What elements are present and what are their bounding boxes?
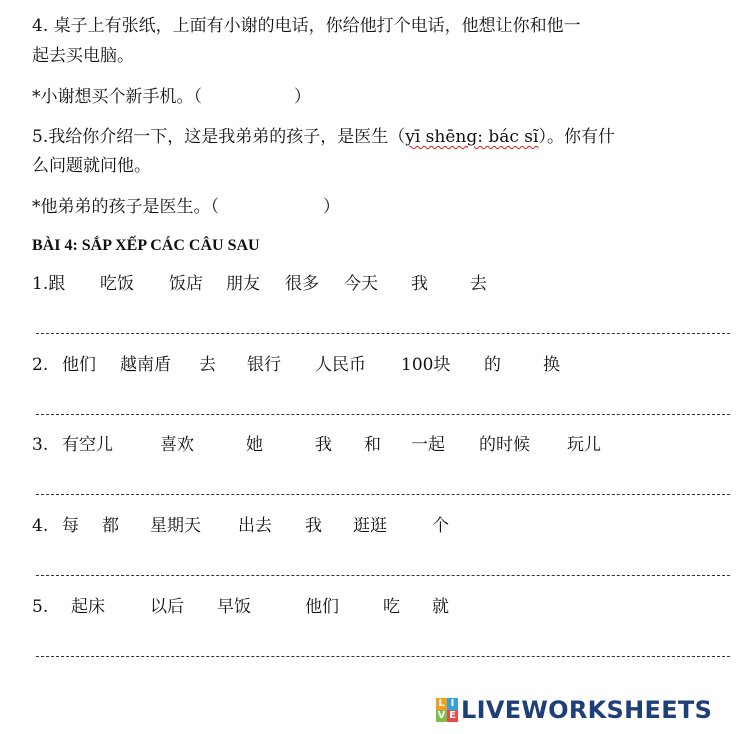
q5-line2: 么问题就问他。 (32, 156, 151, 176)
word-chip: 每 (62, 516, 79, 536)
q4-statement-text: *小谢想买个新手机。（ (32, 87, 202, 107)
q4-line2: 起去买电脑。 (32, 46, 134, 66)
logo-mark-icon (436, 698, 458, 722)
sentence-3-answer-input[interactable] (36, 474, 730, 495)
q5-statement (32, 197, 340, 217)
word-chip: 玩儿 (567, 435, 601, 455)
word-chip: 逛逛 (353, 516, 387, 536)
word-chip: 换 (543, 355, 560, 375)
q5-statement-text: *他弟弟的孩子是医生。（ (32, 197, 219, 217)
word-chip: 我 (315, 435, 332, 455)
sentence-2-answer-input[interactable] (36, 394, 730, 415)
word-chip: 她 (246, 435, 263, 455)
word-chip: 一起 (411, 435, 445, 455)
word-chip: 星期天 (150, 516, 201, 536)
word-chip: 5. (32, 597, 49, 617)
word-chip: 2. (32, 355, 49, 375)
sentence-4-answer-input[interactable] (36, 555, 730, 576)
sentence-1-answer-input[interactable] (36, 313, 730, 334)
sentence-5-answer-input[interactable] (36, 636, 730, 657)
logo-letter: I (447, 698, 458, 710)
word-chip: 出去 (238, 516, 272, 536)
q5-answer-input[interactable] (219, 197, 323, 217)
section-title: BÀI 4: SẮP XẾP CÁC CÂU SAU (32, 237, 260, 254)
word-chip: 很多 (285, 274, 319, 294)
word-chip: 他们 (305, 597, 339, 617)
q4-close-paren: ） (294, 87, 311, 107)
logo-letter: E (447, 710, 458, 722)
word-chip: 都 (102, 516, 119, 536)
q5-close-paren: ） (323, 197, 340, 217)
word-chip: 1.跟 (32, 274, 66, 294)
word-chip: 今天 (344, 274, 378, 294)
word-chip: 我 (305, 516, 322, 536)
word-chip: 去 (470, 274, 487, 294)
word-chip: 银行 (247, 355, 281, 375)
word-chip: 去 (199, 355, 216, 375)
word-chip: 我 (411, 274, 428, 294)
q4-line1: 4. 桌子上有张纸，上面有小谢的电话，你给他打个电话，他想让你和他一 (32, 16, 581, 36)
logo-letter: V (437, 710, 446, 721)
word-chip: 早饭 (217, 597, 251, 617)
word-chip: 吃饭 (100, 274, 134, 294)
word-chip: 的时候 (479, 435, 530, 455)
word-chip: 饭店 (169, 274, 203, 294)
word-chip: 喜欢 (160, 435, 194, 455)
word-chip: 个 (432, 516, 449, 536)
word-chip: 3. (32, 435, 49, 455)
q4-statement (32, 87, 311, 107)
word-chip: 100块 (401, 355, 451, 375)
q5-pinyin: yī shēng: bác sĩ (405, 127, 539, 147)
q4-answer-input[interactable] (202, 87, 294, 107)
word-chip: 的 (484, 355, 501, 375)
word-chip: 越南盾 (120, 355, 171, 375)
word-chip: 以后 (150, 597, 184, 617)
logo-text: LIVEWORKSHEETS (461, 696, 713, 724)
word-chip: 有空儿 (62, 435, 113, 455)
word-chip: 人民币 (315, 355, 366, 375)
word-chip: 就 (432, 597, 449, 617)
word-chip: 和 (364, 435, 381, 455)
q5-line1-end: ）。你有什 (538, 127, 615, 147)
q5-line1-start: 5.我给你介绍一下，这是我弟弟的孩子，是医生（ (32, 127, 406, 147)
logo-letter: L (436, 698, 447, 710)
word-chip: 朋友 (226, 274, 260, 294)
word-chip: 4. (32, 516, 49, 536)
q5-line1 (32, 127, 615, 147)
word-chip: 起床 (71, 597, 105, 617)
liveworksheets-logo (436, 695, 712, 725)
word-chip: 他们 (62, 355, 96, 375)
word-chip: 吃 (383, 597, 400, 617)
